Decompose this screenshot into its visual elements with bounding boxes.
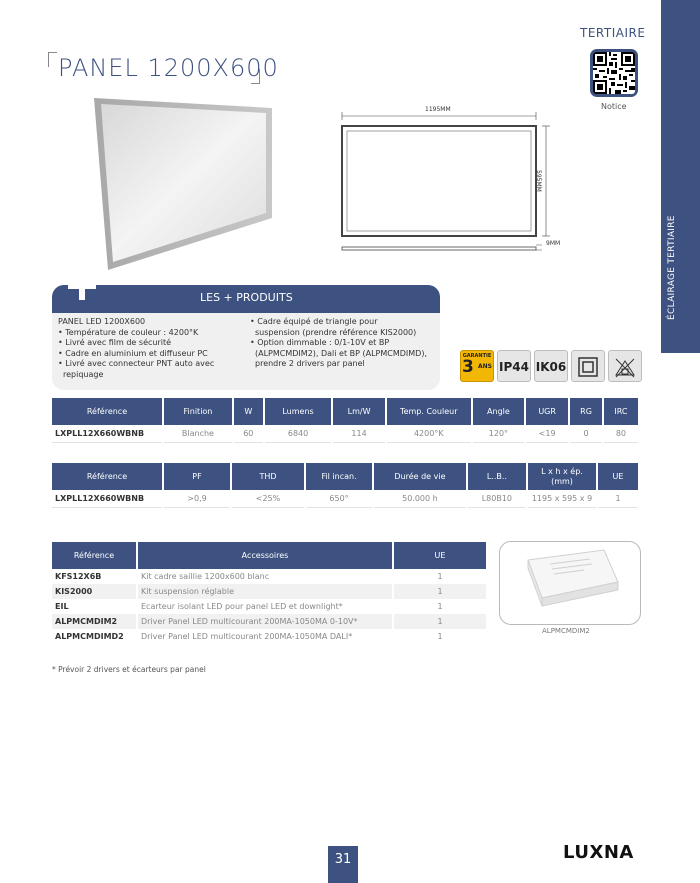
cell: 0	[570, 425, 602, 443]
warranty-unit: ANS	[478, 363, 493, 370]
width-dimension: 1195MM	[425, 106, 451, 113]
col-header: Référence	[52, 463, 162, 490]
col-header: UE	[598, 463, 638, 490]
cell: 1	[437, 602, 443, 611]
col-header: IRC	[604, 398, 638, 425]
feature-item: • Cadre en aluminium et diffuseur PC	[58, 348, 208, 358]
feature-item: • Livré avec film de sécurité	[58, 338, 172, 347]
col-header: Durée de vie	[374, 463, 466, 490]
col-header: Finition	[164, 398, 232, 425]
specs-table-1	[50, 398, 640, 443]
specs-table-2	[50, 463, 640, 508]
side-label: ÉCLAIRAGE TERTIAIRE	[667, 215, 677, 320]
col-header: PF	[164, 463, 230, 490]
cell: Driver Panel LED multicourant 200MA-1050MA DALI*	[141, 632, 353, 641]
table-row	[52, 584, 486, 599]
col-header: W	[234, 398, 263, 425]
height-dimension: 595MM	[535, 170, 542, 192]
page-number: 31	[334, 852, 352, 867]
feature-item: • Livré avec connecteur PNT auto avec	[58, 359, 215, 368]
cell: 50.000 h	[374, 490, 466, 508]
cell: LXPLL12X660WBNB	[52, 490, 162, 508]
warranty-years: 3	[461, 357, 474, 377]
warranty-badge	[460, 350, 494, 382]
feature-item: PANEL LED 1200X600	[58, 317, 146, 326]
cell: 6840	[265, 425, 332, 443]
table-row	[52, 599, 486, 614]
cell: <25%	[232, 490, 304, 508]
col-header: Lm/W	[333, 398, 384, 425]
depth-dimension: 9MM	[546, 240, 561, 247]
feature-item: • Température de couleur : 4200°K	[58, 327, 199, 337]
cell: LXPLL12X660WBNB	[52, 425, 162, 443]
class2-icon	[577, 356, 599, 378]
footnote: * Prévoir 2 drivers et écarteurs par panel	[52, 665, 206, 674]
col-header: L..B..	[468, 463, 526, 490]
cell: 4200°K	[387, 425, 471, 443]
ik-badge: IK06	[534, 350, 568, 382]
cell: 1	[437, 632, 443, 641]
qr-code-icon	[593, 52, 635, 94]
qr-code[interactable]	[590, 49, 638, 97]
col-header: UE	[394, 542, 486, 569]
cell: KFS12X6B	[55, 572, 102, 581]
cell: KIS2000	[52, 584, 136, 599]
cell: Driver Panel LED multicourant 200MA-1050MA 0-10V*	[138, 614, 392, 629]
col-header: Fil incan.	[306, 463, 372, 490]
col-header: Accessoires	[138, 542, 392, 569]
col-header: Angle	[473, 398, 524, 425]
product-panel-image	[94, 98, 272, 270]
col-header: L x h x ép. (mm)	[528, 463, 596, 490]
cell: 1	[437, 572, 443, 581]
cell: >0,9	[164, 490, 230, 508]
plus-section-title: LES + PRODUITS	[200, 291, 293, 304]
page-title: PANEL 1200X600	[58, 54, 279, 82]
col-header: THD	[232, 463, 304, 490]
feature-item: repiquage	[63, 369, 104, 379]
col-header: Temp. Couleur	[387, 398, 471, 425]
cell: 1	[394, 584, 486, 599]
cell: 80	[604, 425, 638, 443]
table-row	[52, 629, 486, 644]
table-row	[52, 425, 638, 443]
table-row	[52, 614, 486, 629]
cell: Ecarteur isolant LED pour panel LED et downlight*	[141, 602, 343, 611]
no-insulation-icon	[613, 355, 637, 379]
cell: Kit suspension réglable	[138, 584, 392, 599]
class2-badge	[571, 350, 605, 382]
feature-item: • Cadre équipé de triangle pour	[250, 317, 378, 326]
cell: L80B10	[468, 490, 526, 508]
feature-item: (ALPMCMDIM2), Dali et BP (ALPMCMDIMD),	[255, 348, 428, 358]
table-row	[52, 490, 638, 508]
feature-item: suspension (prendre référence KIS2000)	[255, 327, 417, 337]
no-insulation-badge	[608, 350, 642, 382]
qr-caption: Notice	[601, 102, 627, 111]
accessories-table	[50, 542, 488, 644]
cell: Kit cadre saillie 1200x600 blanc	[141, 572, 270, 581]
driver-image	[500, 542, 640, 624]
cell: 114	[333, 425, 384, 443]
dimension-drawing	[336, 104, 566, 254]
cell: EIL	[55, 602, 69, 611]
cell: <19	[526, 425, 568, 443]
cell: 1195 x 595 x 9	[528, 490, 596, 508]
cell: ALPMCMDIM2	[52, 614, 136, 629]
accessory-image	[499, 541, 641, 625]
category-label: TERTIAIRE	[580, 26, 646, 40]
accessory-caption: ALPMCMDIM2	[542, 627, 590, 635]
feature-item: prendre 2 drivers par panel	[255, 359, 365, 368]
plus-icon	[66, 270, 98, 302]
feature-item: • Option dimmable : 0/1-10V et BP	[250, 338, 390, 347]
cell: ALPMCMDIMD2	[55, 632, 124, 641]
cell: Blanche	[164, 425, 232, 443]
cell: 650°	[306, 490, 372, 508]
col-header: Référence	[52, 542, 136, 569]
col-header: UGR	[526, 398, 568, 425]
cell: 120°	[473, 425, 524, 443]
col-header: Référence	[52, 398, 162, 425]
warranty-top: GARANTIE	[462, 353, 492, 359]
brand-logo: LUXNA	[563, 842, 634, 863]
cell: 60	[234, 425, 263, 443]
cell: 1	[394, 614, 486, 629]
table-row	[52, 569, 486, 584]
features-right	[250, 317, 438, 370]
col-header: Lumens	[265, 398, 332, 425]
ip-badge: IP44	[497, 350, 531, 382]
cell: 1	[598, 490, 638, 508]
features-left	[58, 317, 248, 380]
col-header: RG	[570, 398, 602, 425]
